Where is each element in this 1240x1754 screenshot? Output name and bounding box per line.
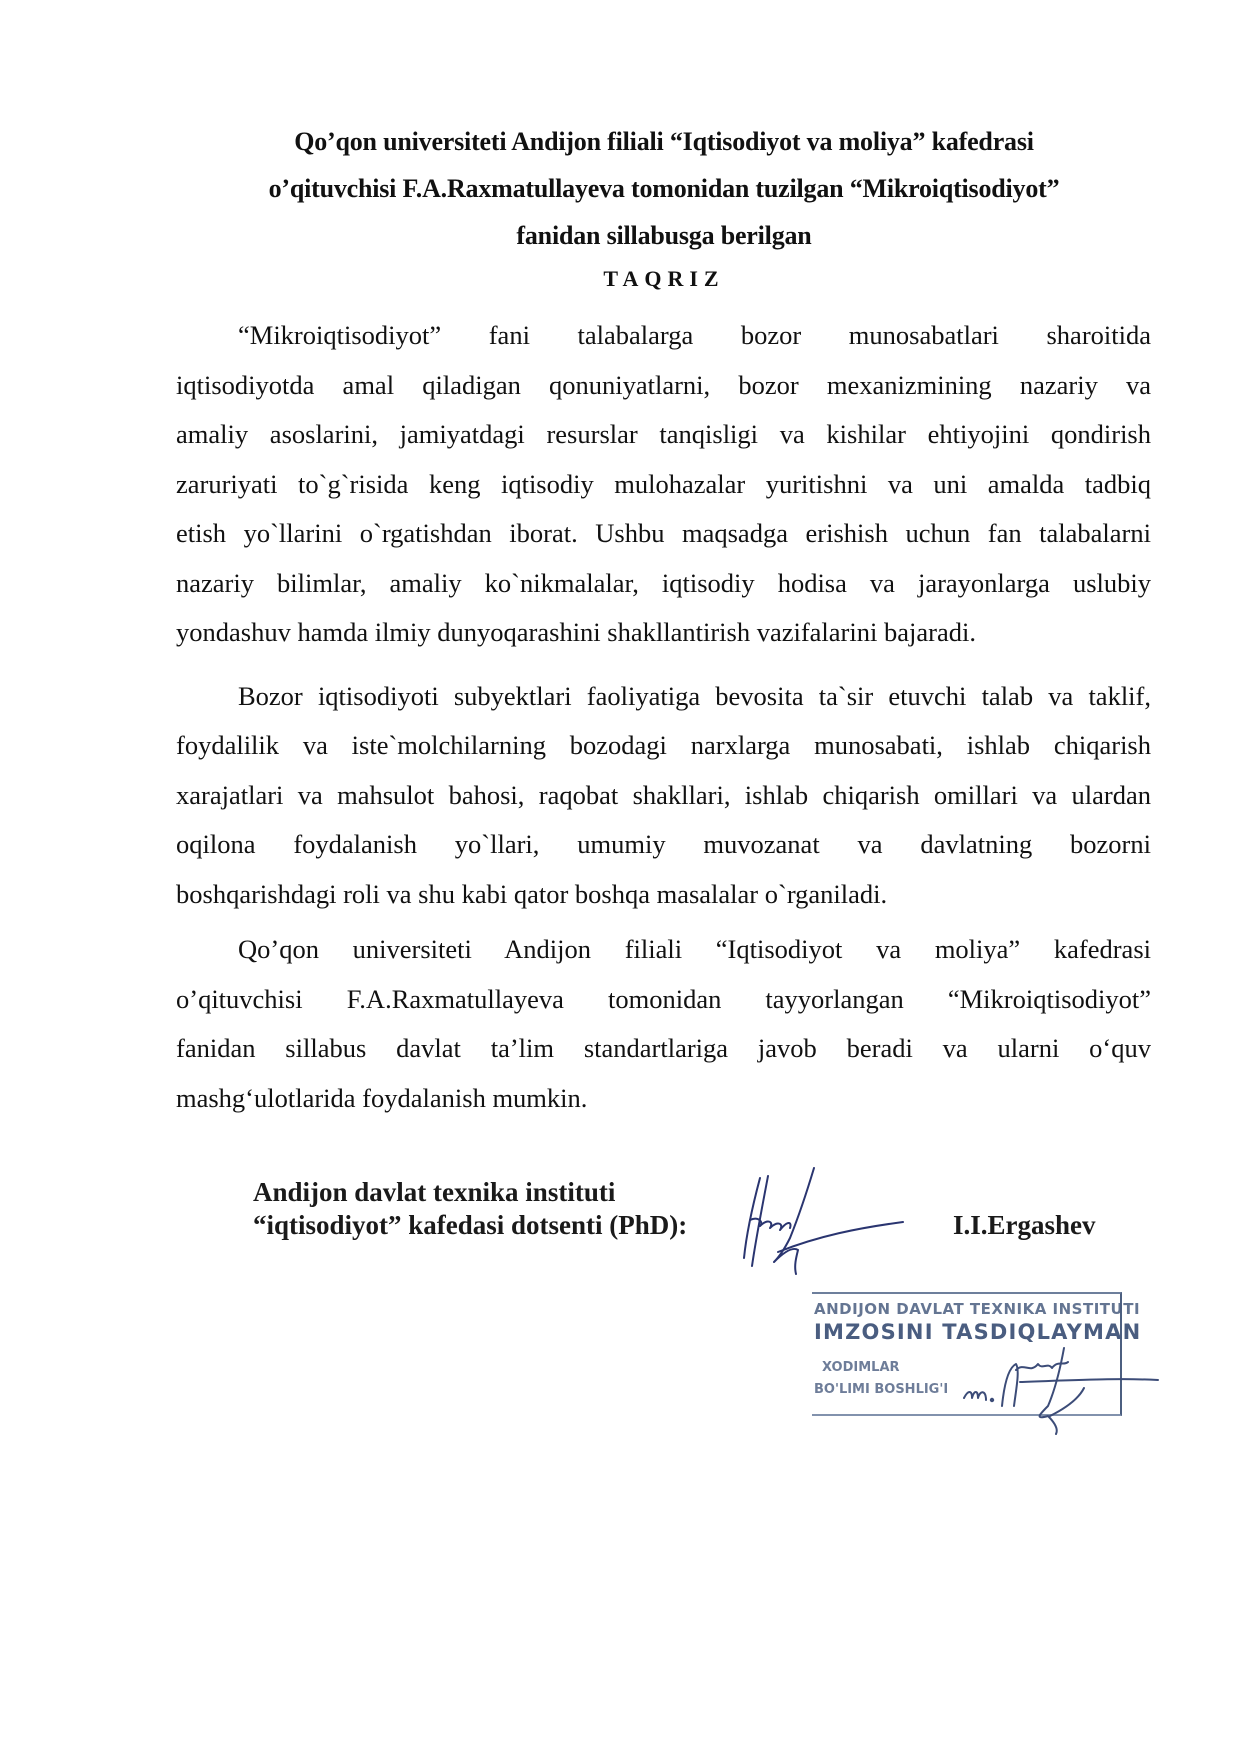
stamp-head: BO'LIMI BOSHLIG'I — [814, 1382, 949, 1397]
text-line: etish yo`llarini o`rgatishdan iborat. Ushbu maqsadga erishish uchun fan talabalarni — [176, 518, 1151, 548]
text-line: Bozor iqtisodiyoti subyektlari faoliyatiga bevosita ta`sir etuvchi talab va taklif, — [238, 680, 1151, 711]
stamp-signature-icon — [960, 1340, 1160, 1435]
review-body — [176, 311, 1151, 1123]
text-line: oqilona foydalanish yo`llari, umumiy muvozanat va davlatning bozorni — [176, 829, 1151, 859]
title-line-1: Qo’qon universiteti Andijon filiali “Iqtisodiyot va moliya” kafedrasi — [294, 127, 1034, 156]
text-line: amaliy asoslarini, jamiyatdagi resurslar tanqisligi va kishilar ehtiyojini qondirish — [176, 419, 1151, 449]
title-line-3: fanidan sillabusga berilgan — [516, 221, 812, 250]
stamp-department: XODIMLAR — [822, 1360, 900, 1375]
paragraph-3 — [176, 925, 1151, 1123]
stamp-approval: IMZOSINI TASDIQLAYMAN — [814, 1320, 1142, 1344]
reviewer-institution: Andijon davlat texnika instituti — [253, 1177, 616, 1207]
text-line: zaruriyati to`g`risida keng iqtisodiy mulohazalar yuritishni va uni amalda tadbiq — [176, 468, 1151, 499]
text-line: “Mikroiqtisodiyot” fani talabalarga bozor munosabatlari sharoitida — [238, 320, 1151, 350]
text-line: iqtisodiyotda amal qiladigan qonuniyatlarni, bozor mexanizmining nazariy va — [176, 369, 1151, 400]
text-line: foydalilik va iste`molchilarning bozodagi narxlarga munosabati, ishlab chiqarish — [176, 730, 1151, 760]
text-line: yondashuv hamda ilmiy dunyoqarashini shakllantirish vazifalarini bajaradi. — [176, 617, 976, 647]
paragraph-1 — [176, 311, 1151, 658]
text-line: boshqarishdagi roli va shu kabi qator boshqa masalalar o`rganiladi. — [176, 878, 888, 909]
text-line: xarajatlari va mahsulot bahosi, raqobat shakllari, ishlab chiqarish omillari va ulardan — [176, 779, 1151, 810]
stamp-institution: ANDIJON DAVLAT TEXNIKA INSTITUTI — [814, 1300, 1141, 1318]
text-line: mashg‘ulotlarida foydalanish mumkin. — [176, 1082, 588, 1113]
paragraph-2 — [176, 672, 1151, 920]
review-heading: TAQRIZ — [603, 266, 725, 291]
text-line: o’qituvchisi F.A.Raxmatullayeva tomonidan tayyorlangan “Mikroiqtisodiyot” — [176, 983, 1151, 1014]
text-line: Qo’qon universiteti Andijon filiali “Iqtisodiyot va moliya” kafedrasi — [238, 934, 1151, 964]
reviewer-title: “iqtisodiyot” kafedasi dotsenti (PhD): — [253, 1210, 688, 1240]
text-line: fanidan sillabus davlat ta’lim standartlariga javob beradi va ularni o‘quv — [176, 1033, 1151, 1063]
handwritten-signature-icon — [738, 1158, 908, 1278]
text-line: nazariy bilimlar, amaliy ko`nikmalalar, iqtisodiy hodisa va jarayonlarga uslubiy — [176, 567, 1151, 598]
reviewer-name: I.I.Ergashev — [953, 1210, 1096, 1240]
reviewer-position — [253, 1176, 687, 1242]
title-line-2: o’qituvchisi F.A.Raxmatullayeva tomonidan tuzilgan “Mikroiqtisodiyot” — [268, 174, 1060, 203]
document-title — [176, 118, 1152, 299]
